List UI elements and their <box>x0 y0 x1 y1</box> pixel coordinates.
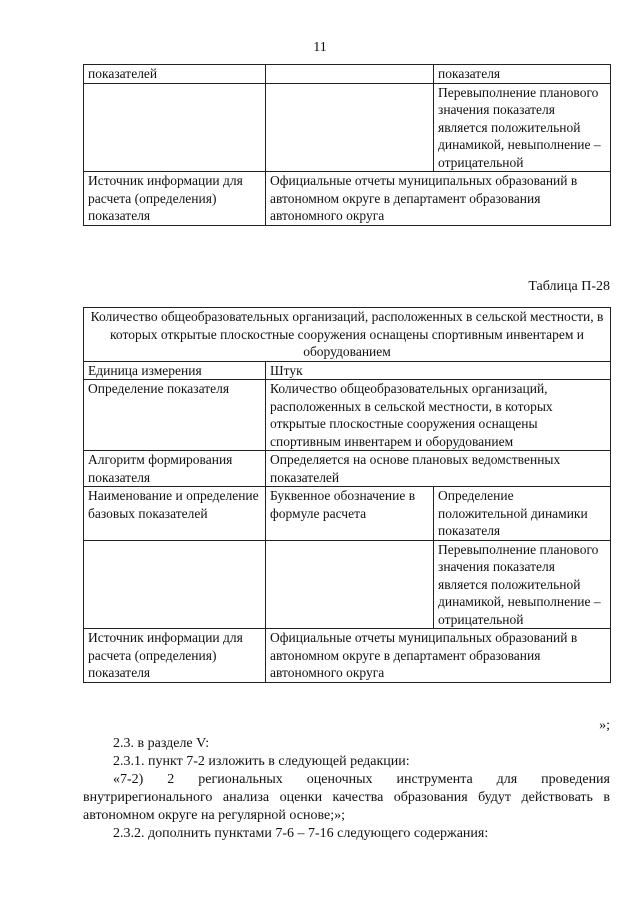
table-continued <box>83 64 611 226</box>
table-row <box>84 83 611 172</box>
table-cell: показателя <box>434 65 611 84</box>
algorithm-label: Алгоритм формирования показателя <box>84 451 266 487</box>
table-row <box>84 172 611 226</box>
table-cell <box>84 540 266 629</box>
source-value: Официальные отчеты муниципальных образований в автономном округе в департамент образования автономного округа <box>266 629 611 683</box>
table-label: Таблица П-28 <box>528 279 610 294</box>
algorithm-value: Определяется на основе плановых ведомственных показателей <box>266 451 611 487</box>
source-label: Источник информации для расчета (определения) показателя <box>84 172 266 226</box>
dynamics-text: Перевыполнение планового значения показателя является положительной динамикой, невыполнение – отрицательной <box>434 540 611 629</box>
table-title: Количество общеобразовательных организаций, расположенных в сельской местности, в которых открытые плоскостные сооружения оснащены спортивным инвентарем и оборудованием <box>84 308 611 362</box>
table-row <box>84 361 611 380</box>
table-row <box>84 629 611 683</box>
base-dynamics: Определение положительной динамики показателя <box>434 487 611 541</box>
table-row <box>84 451 611 487</box>
table-row <box>84 308 611 362</box>
definition-value: Количество общеобразовательных организаций, расположенных в сельской местности, в которых открытые плоскостные сооружения оснащены спортивным инвентарем и оборудованием <box>266 380 611 451</box>
unit-label: Единица измерения <box>84 361 266 380</box>
paragraph: 2.3.2. дополнить пунктами 7-6 – 7-16 следующего содержания: <box>113 826 489 841</box>
table-row <box>84 540 611 629</box>
source-label: Источник информации для расчета (определения) показателя <box>84 629 266 683</box>
table-row <box>84 380 611 451</box>
table-cell <box>266 83 434 172</box>
table-cell: Перевыполнение планового значения показателя является положительной динамикой, невыполнение – отрицательной <box>434 83 611 172</box>
table-row <box>84 65 611 84</box>
closing-quote: »; <box>599 718 610 733</box>
unit-value: Штук <box>266 361 611 380</box>
base-letter: Буквенное обозначение в формуле расчета <box>266 487 434 541</box>
table-cell <box>266 540 434 629</box>
table-cell <box>84 83 266 172</box>
base-label: Наименование и определение базовых показателей <box>84 487 266 541</box>
table-cell <box>266 65 434 84</box>
page-number: 11 <box>313 40 327 55</box>
table-row <box>84 487 611 541</box>
source-value: Официальные отчеты муниципальных образований в автономном округе в департамент образования автономного округа <box>266 172 611 226</box>
paragraph: «7-2) 2 региональных оценочных инструмента для проведения внутрирегионального анализа оценки качества образования будут действовать в автономном округе на регулярной основе;»; <box>83 772 610 823</box>
table-cell: показателей <box>84 65 266 84</box>
definition-label: Определение показателя <box>84 380 266 451</box>
paragraph: 2.3.1. пункт 7-2 изложить в следующей редакции: <box>113 754 410 769</box>
table-p28 <box>83 307 611 683</box>
paragraph: 2.3. в разделе V: <box>113 736 210 751</box>
